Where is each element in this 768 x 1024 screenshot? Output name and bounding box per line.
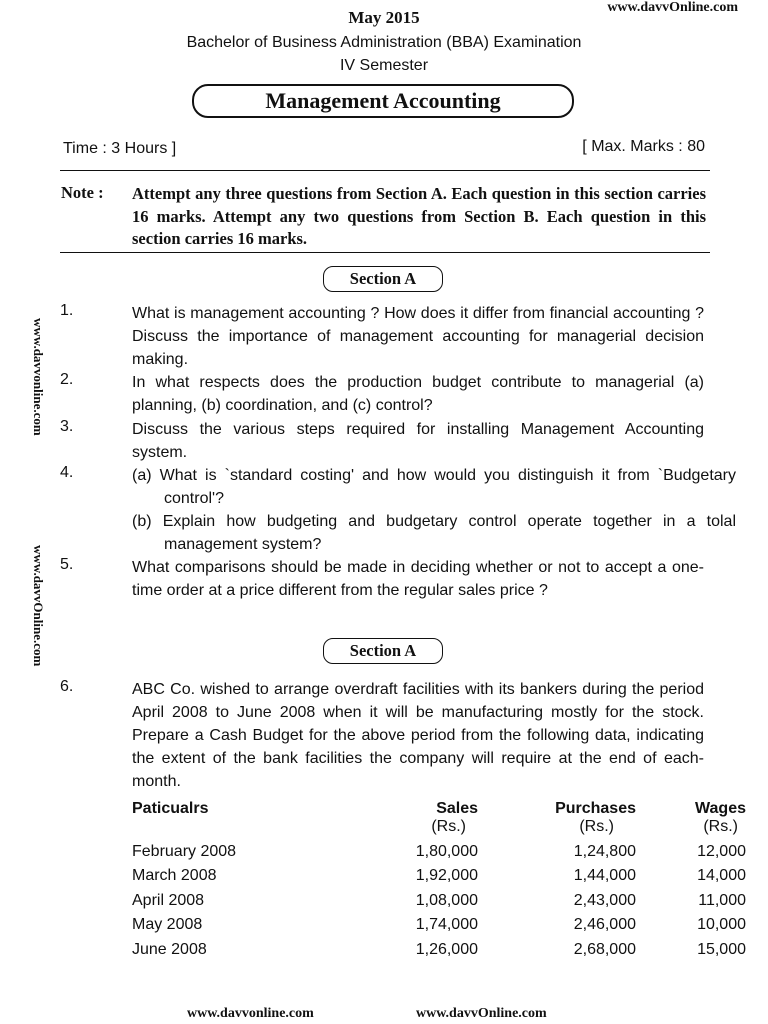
section-heading-2: Section A — [323, 638, 443, 664]
unit-cell — [132, 818, 356, 843]
watermark-side-2: www.davvOnline.com — [31, 545, 46, 667]
cash-budget-data-table — [132, 800, 746, 965]
question-number: 4. — [60, 464, 74, 481]
table-row — [132, 843, 746, 868]
wages-cell: 14,000 — [697, 867, 746, 884]
month-cell: March 2008 — [132, 867, 217, 884]
watermark-bottom-left: www.davvonline.com — [187, 1006, 314, 1021]
question-number: 2. — [60, 371, 74, 388]
column-header: Paticualrs — [132, 800, 209, 817]
watermark-side-1: www.davvonline.com — [31, 318, 46, 436]
exam-time: Time : 3 Hours ] — [63, 140, 177, 157]
question-6-text: ABC Co. wished to arrange overdraft facilities with its bankers during the period April 2008 to June 2008 when it will be manufacturing mostly for the stock. Prepare a Cash Budget for the above period from the following data, indicating the extent of the bank facilities the company will require at the end of each-month. — [132, 681, 704, 790]
unit-cell: (Rs.) — [579, 818, 614, 835]
max-marks: [ Max. Marks : 80 — [582, 138, 705, 155]
sales-cell: 1,80,000 — [415, 842, 478, 860]
sales-cell: 1,08,000 — [415, 891, 478, 909]
table-row — [132, 867, 746, 892]
table-row — [132, 916, 746, 941]
divider-note — [60, 252, 710, 253]
wages-cell: 12,000 — [697, 842, 746, 860]
month-cell: June 2008 — [132, 940, 207, 958]
unit-cell: (Rs.) — [703, 818, 738, 835]
wages-cell: 10,000 — [697, 916, 746, 933]
question-3-text: Discuss the various steps required for installing Management Accounting system. — [132, 421, 704, 461]
question-number: 1. — [60, 302, 74, 319]
exam-session: May 2015 — [348, 8, 420, 27]
subject-title: Management Accounting — [192, 84, 574, 118]
unit-cell: (Rs.) — [431, 818, 466, 835]
question-number: 5. — [60, 556, 74, 573]
month-cell: April 2008 — [132, 891, 205, 909]
purchases-cell: 1,24,800 — [573, 842, 636, 860]
question-5-text: What comparisons should be made in deciding whether or not to accept a one-time order at a price different from the regular sales price ? — [132, 559, 704, 599]
watermark-top: www.davvOnline.com — [607, 0, 738, 15]
table-row — [132, 941, 746, 966]
semester: IV Semester — [339, 57, 429, 74]
month-cell: May 2008 — [132, 916, 203, 933]
sales-cell: 1,74,000 — [415, 916, 478, 933]
note-label: Note : — [61, 183, 104, 202]
purchases-cell: 2,43,000 — [573, 891, 636, 909]
column-header: Purchases — [555, 800, 636, 817]
question-1-text: What is management accounting ? How does it differ from financial accounting ? Discuss the importance of management accounting for managerial decision making. — [132, 305, 704, 368]
sales-cell: 1,92,000 — [415, 867, 478, 884]
column-header: Sales — [436, 800, 478, 817]
watermark-bottom-right: www.davvOnline.com — [416, 1006, 547, 1021]
note-text: Attempt any three questions from Section A. Each question in this section carries 16 marks. Attempt any two questions from Section B. Each question in this section carries 16 marks. — [132, 184, 706, 248]
month-cell: February 2008 — [132, 842, 237, 860]
question-number: 3. — [60, 418, 74, 435]
column-header: Wages — [695, 800, 746, 817]
exam-title: Bachelor of Business Administration (BBA) Examination — [186, 34, 582, 51]
table-row — [132, 892, 746, 917]
question-4a-text: (a) What is `standard costing' and how would you distinguish it from `Budgetary control'? — [132, 467, 736, 507]
divider-top — [60, 170, 710, 171]
wages-cell: 15,000 — [697, 940, 746, 958]
section-heading-1: Section A — [323, 266, 443, 292]
question-number: 6. — [60, 678, 74, 695]
sales-cell: 1,26,000 — [415, 940, 478, 958]
question-4b-text: (b) Explain how budgeting and budgetary control operate together in a tolal management system? — [132, 513, 736, 553]
purchases-cell: 2,46,000 — [573, 916, 636, 933]
question-2-text: In what respects does the production budget contribute to managerial (a) planning, (b) coordination, and (c) control? — [132, 374, 704, 414]
wages-cell: 11,000 — [698, 891, 746, 909]
table-units-row — [132, 818, 746, 843]
purchases-cell: 1,44,000 — [573, 867, 636, 884]
table-header-row — [132, 800, 746, 818]
purchases-cell: 2,68,000 — [573, 940, 636, 958]
